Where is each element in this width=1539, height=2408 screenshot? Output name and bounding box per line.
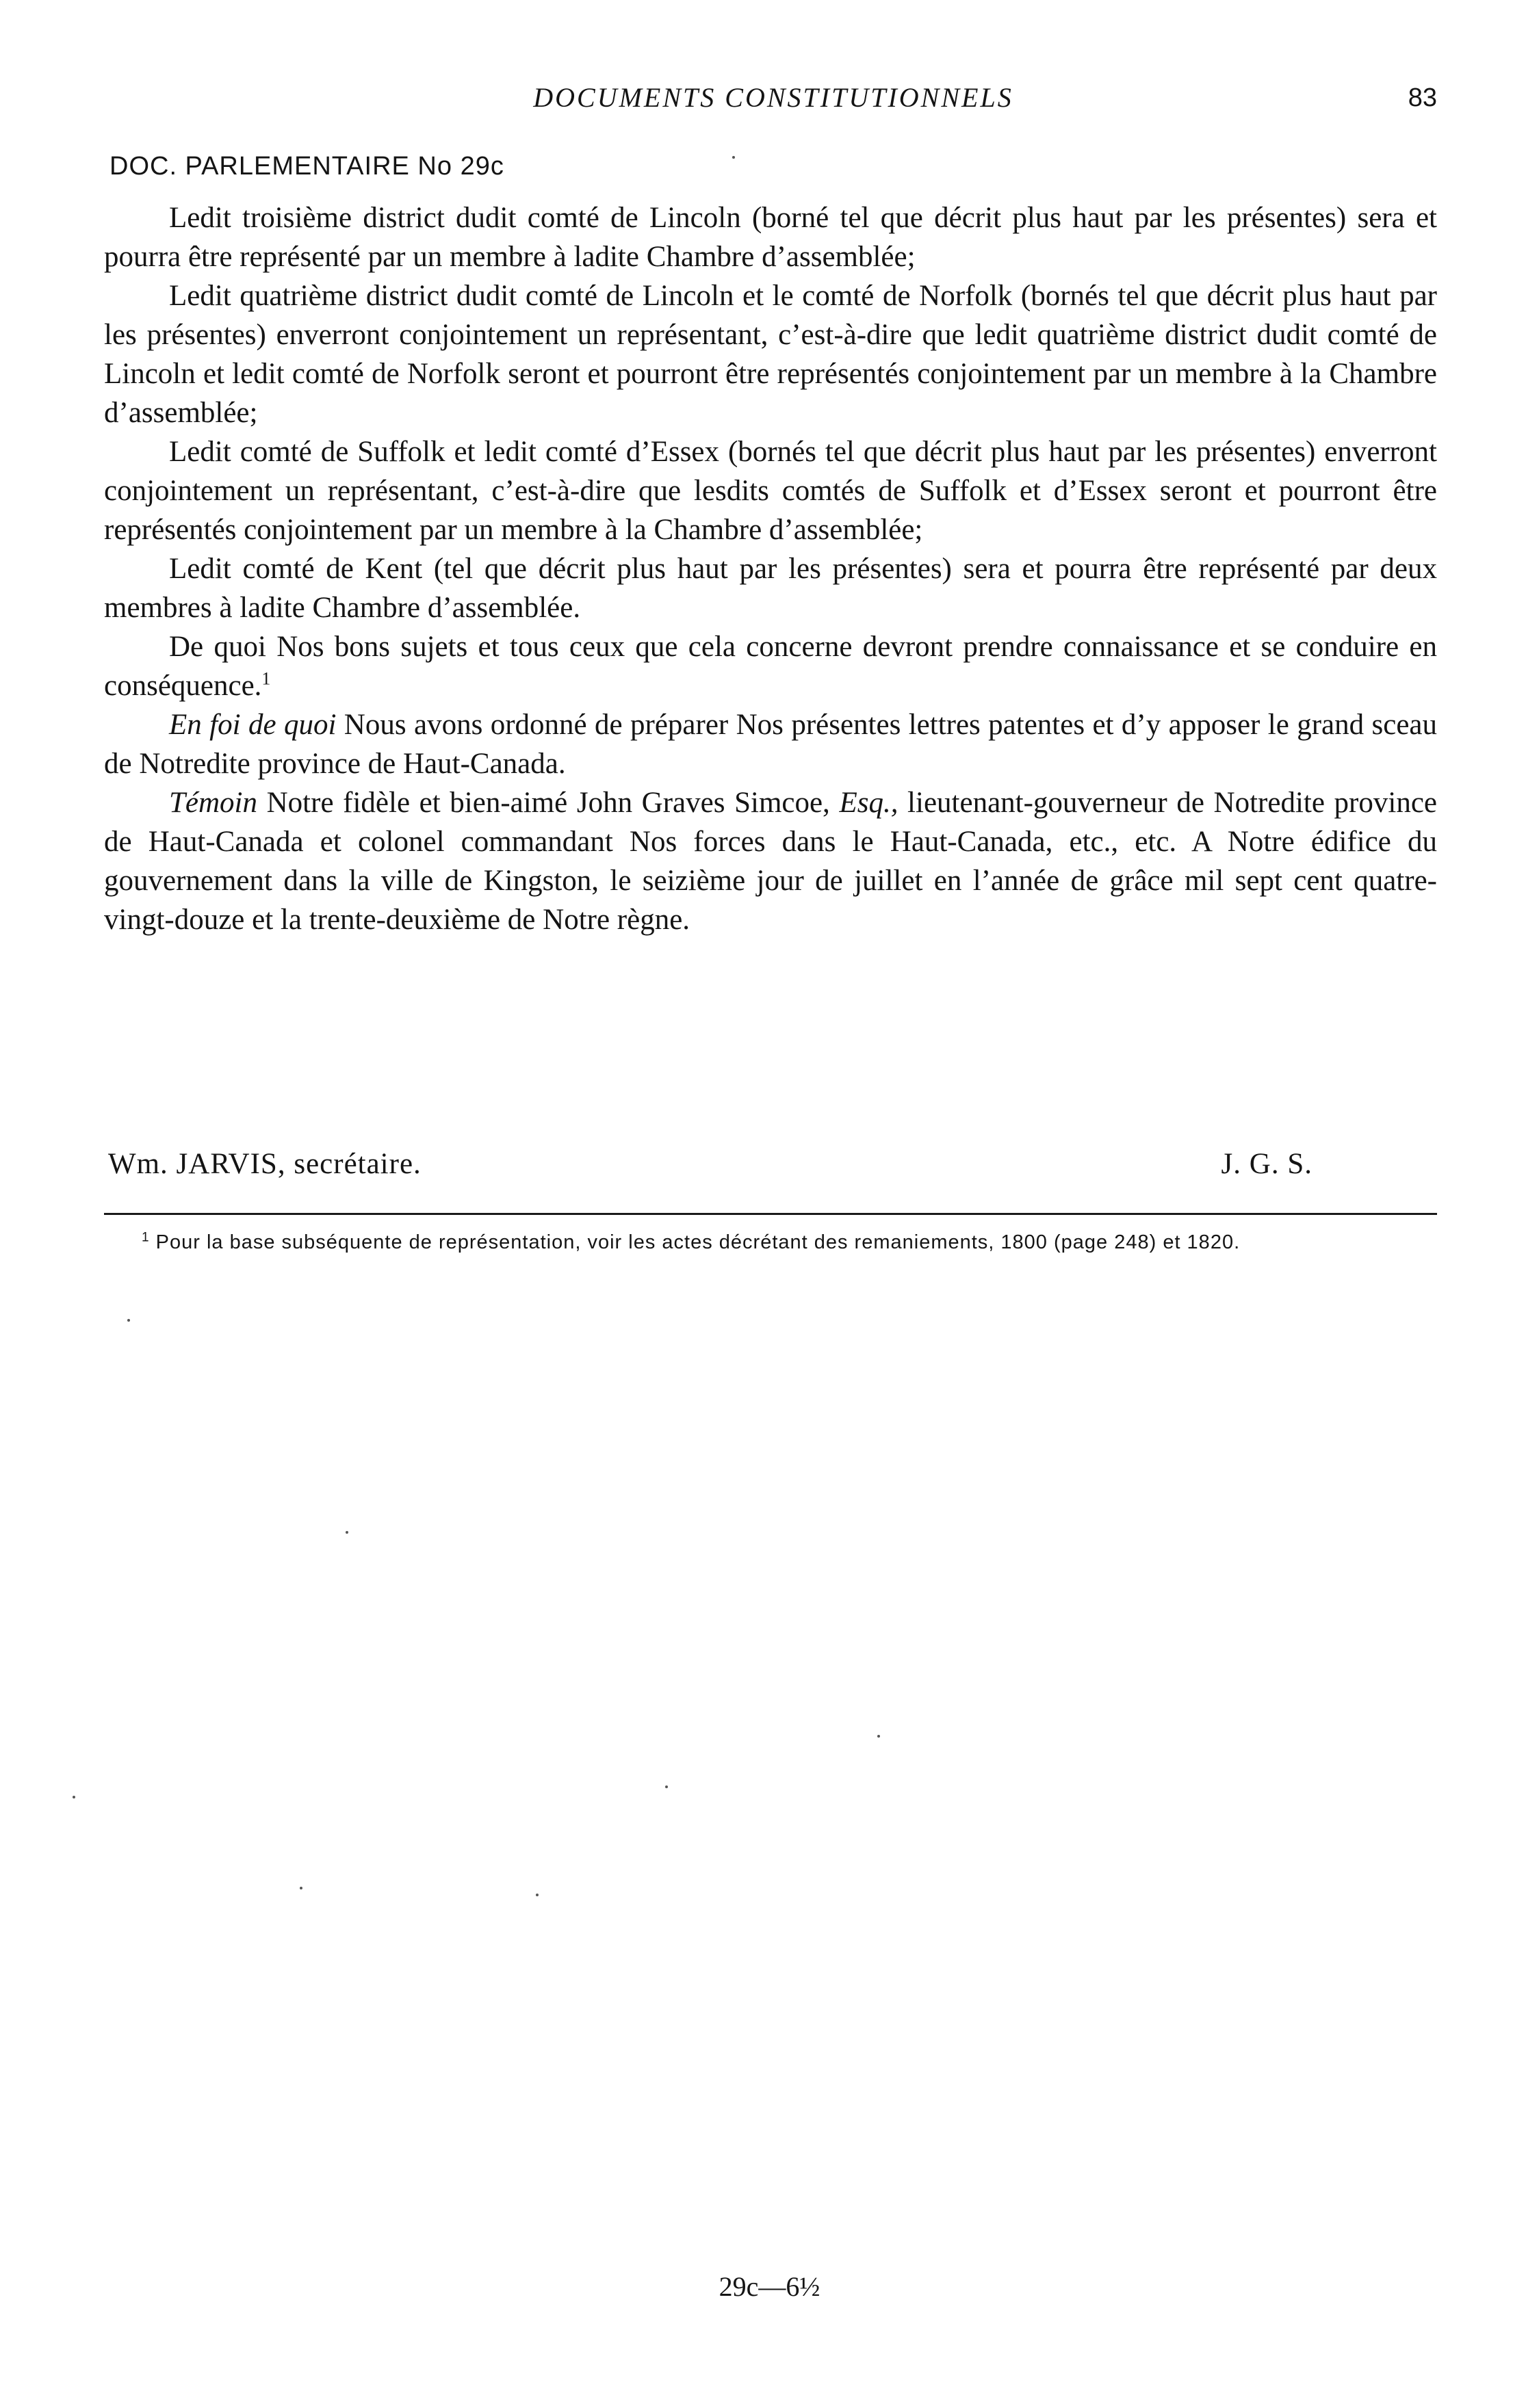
print-speck (73, 1796, 75, 1798)
print-speck (732, 156, 735, 159)
paragraph-third-district: Ledit troisième district dudit comté de Lincoln (borné tel que décrit plus haut par les présentes) sera et pourra être représenté par un membre à ladite Chambre d’assemblée; (104, 202, 1437, 273)
running-head (109, 81, 1437, 115)
document-label: DOC. PARLEMENTAIRE No 29c (109, 152, 504, 181)
print-speck (665, 1785, 668, 1788)
secretary-signature: Wm. JARVIS, secrétaire. (108, 1148, 422, 1180)
paragraph-suffolk-essex: Ledit comté de Suffolk et ledit comté d’Essex (bornés tel que décrit plus haut par les présentes) enverront conjointement un représentant, c’est-à-dire que lesdits comtés de Suffolk et d’Essex seront et pourront être représentés conjointement par un membre à la Chambre d’assemblée; (104, 436, 1437, 546)
running-title: DOCUMENTS CONSTITUTIONNELS (533, 82, 1013, 113)
footnote-text: Pour la base subséquente de représentation, voir les actes décrétant des remaniements, 1800 (page 248) et 1820. (149, 1231, 1241, 1253)
paragraph-witness (104, 783, 1437, 939)
print-speck (300, 1887, 302, 1889)
footnote-reference: 1 (261, 668, 271, 689)
print-speck (346, 1531, 348, 1534)
paragraph-kent: Ledit comté de Kent (tel que décrit plus haut par les présentes) sera et pourra être représenté par deux membres à ladite Chambre d’assemblée. (104, 553, 1437, 624)
witness-text-b: lieutenant-gouverneur de Notredite province de Haut-Canada et colonel commandant Nos forces dans le Haut-Canada, etc., etc. A Notre édifice du gouvernement dans la ville de Kingston, le seizième jour de juillet en l’année de grâce mil sept cent quatre-vingt-douze et la trente-deuxième de Notre règne. (104, 787, 1437, 936)
page-number: 83 (1408, 83, 1437, 112)
print-speck (877, 1735, 880, 1738)
footnote (104, 1229, 1437, 1256)
footnote-mark: 1 (142, 1230, 150, 1245)
print-speck (127, 1319, 130, 1322)
printer-signature-mark: 29c—6½ (719, 2271, 820, 2302)
closing-text: De quoi Nos bons sujets et tous ceux que cela concerne devront prendre connaissance et se conduire en conséquence. (104, 631, 1437, 702)
print-speck (536, 1894, 539, 1896)
attestation-text: Nous avons ordonné de préparer Nos présentes lettres patentes et d’y apposer le grand sceau de Notredite province de Haut-Canada. (104, 709, 1437, 780)
witness-text-a: Notre fidèle et bien-aimé John Graves Simcoe, (257, 787, 840, 819)
witness-lead: Témoin (169, 787, 257, 819)
paragraph-closing (104, 627, 1437, 705)
body-text (104, 198, 1437, 939)
witness-esq: Esq., (839, 787, 898, 819)
governor-initials: J. G. S. (1221, 1148, 1312, 1180)
attestation-lead: En foi de quoi (169, 709, 337, 741)
footnote-divider (104, 1213, 1437, 1215)
paragraph-attestation (104, 705, 1437, 783)
paragraph-fourth-district: Ledit quatrième district dudit comté de Lincoln et le comté de Norfolk (bornés tel que décrit plus haut par les présentes) enverront conjointement un représentant, c’est-à-dire que ledit quatrième district dudit comté de Lincoln et ledit comté de Norfolk seront et pourront être représentés conjointement par un membre à la Chambre d’assemblée; (104, 280, 1437, 429)
signature-line (108, 1144, 1312, 1185)
